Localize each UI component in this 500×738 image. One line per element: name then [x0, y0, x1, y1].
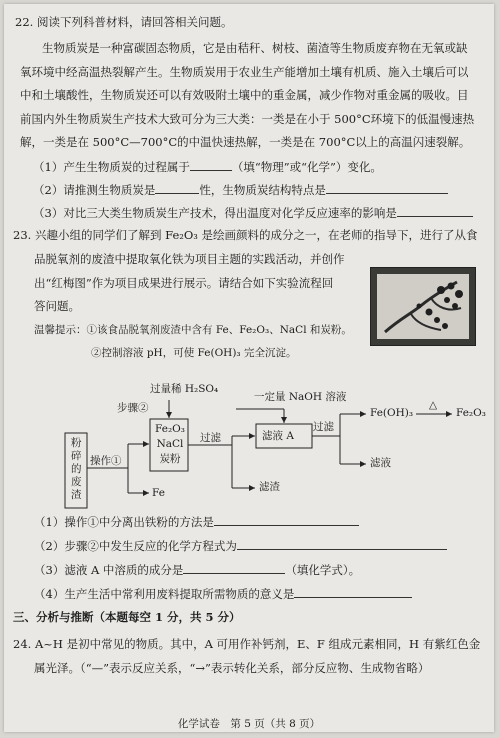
- fe-oh-3-label: Fe(OH)₃: [370, 407, 414, 419]
- filtrate-label: 滤液: [370, 457, 391, 469]
- filter-1-label: 过滤: [200, 432, 221, 444]
- q22-para-line-5: 解，一类是在 500°C—700°C的中温快速热解，一类是在 700°C以上的高温闪速裂解。: [20, 135, 471, 149]
- fe-product-label: Fe: [152, 487, 165, 499]
- q23-tip-2: ②控制溶液 pH，可使 Fe(OH)₃ 完全沉淀。: [91, 347, 297, 359]
- q22-para-line-4: 前国内外生物质炭生产技术大致可分为三大类：一类是在小于 500°C环境下的低温慢速热: [20, 112, 475, 126]
- q23-question-2: （2）步骤②中发生反应的化学方程式为: [34, 538, 447, 554]
- q22-para-line-1: 生物质炭是一种富碳固态物质，它是由秸秆、树枝、菌渣等生物质废弃物在无氧或缺: [42, 41, 468, 55]
- page-footer: 化学试卷 第 5 页（共 8 页）: [177, 718, 321, 730]
- q23-line-4: 答问题。: [34, 299, 80, 313]
- q22-question-3: （3）对比三大类生物质炭生产技术，得出温度对化学反应速率的影响是: [33, 205, 473, 221]
- q23-question-1: （1）操作①中分离出铁粉的方法是: [34, 514, 359, 530]
- q24-line-1: 24. A~H 是初中常见的物质。其中，A 可用作补钙剂，E、F 组成元素相同，H 有紫红色金: [13, 637, 481, 651]
- heat-symbol: △: [429, 399, 438, 411]
- step-2-label: 步骤②: [117, 402, 149, 414]
- q22-para-line-3: 中和土壤酸性，生物质炭还可以有效吸附土壤中的重金属，减少作物对重金属的吸收。目: [20, 88, 469, 102]
- operation-1-label: 操作①: [90, 455, 122, 467]
- section-3-heading: 三、分析与推断（本题每空 1 分，共 5 分）: [13, 610, 241, 624]
- q23-question-3: （3）滤液 A 中溶质的成分是 （填化学式）。: [34, 563, 361, 577]
- answer-blank[interactable]: [294, 586, 412, 598]
- naoh-solution-label: 一定量 NaOH 溶液: [254, 391, 347, 403]
- filter-2-label: 过滤: [313, 421, 334, 433]
- filtrate-a-label: 滤液 A: [262, 430, 294, 442]
- waste-residue-label: 粉 碎 的 废 渣: [71, 437, 82, 501]
- q24-line-2: 属光泽。（“—”表示反应关系，“→”表示转化关系，部分反应物、生成物省略）: [34, 661, 430, 675]
- excess-dilute-h2so4-label: 过量稀 H₂SO₄: [150, 383, 219, 395]
- mixture-label: Fe₂O₃ NaCl 炭粉: [155, 423, 185, 465]
- q23-line-3: 出“红梅图”作为项目成果进行展示。请结合如下实验流程回: [34, 276, 334, 290]
- exam-page: [4, 4, 494, 732]
- q22-para-line-2: 氧环境中经高温热裂解产生。生物质炭用于农业生产能增加土壤有机质、施入土壤后可以: [20, 65, 469, 79]
- q22-question-2: （2）请推测生物质炭是 性，生物质炭结构特点是: [33, 182, 448, 198]
- q22-title: 22. 阅读下列科普材料，请回答相关问题。: [15, 15, 233, 29]
- answer-blank[interactable]: [214, 514, 359, 526]
- q23-line-2: 品脱氧剂的废渣中提取氧化铁为项目主题的实践活动，并创作: [34, 252, 345, 266]
- q23-tip-1: 温馨提示：①该食品脱氧剂废渣中含有 Fe、Fe₂O₃、NaCl 和炭粉。: [34, 324, 352, 336]
- filter-residue-label: 滤渣: [259, 481, 280, 493]
- q23-line-1: 23. 兴趣小组的同学们了解到 Fe₂O₃ 是绘画颜料的成分之一，在老师的指导下，进行了从食: [13, 228, 478, 242]
- answer-blank[interactable]: [237, 538, 447, 550]
- answer-blank[interactable]: [183, 562, 285, 574]
- q22-question-1: （1）产生生物质炭的过程属于 （填“物理”或“化学”）变化。: [33, 160, 382, 174]
- fe2o3-product-label: Fe₂O₃: [456, 407, 486, 419]
- q23-question-4: （4）生产生活中常利用废料提取所需物质的意义是: [34, 586, 412, 602]
